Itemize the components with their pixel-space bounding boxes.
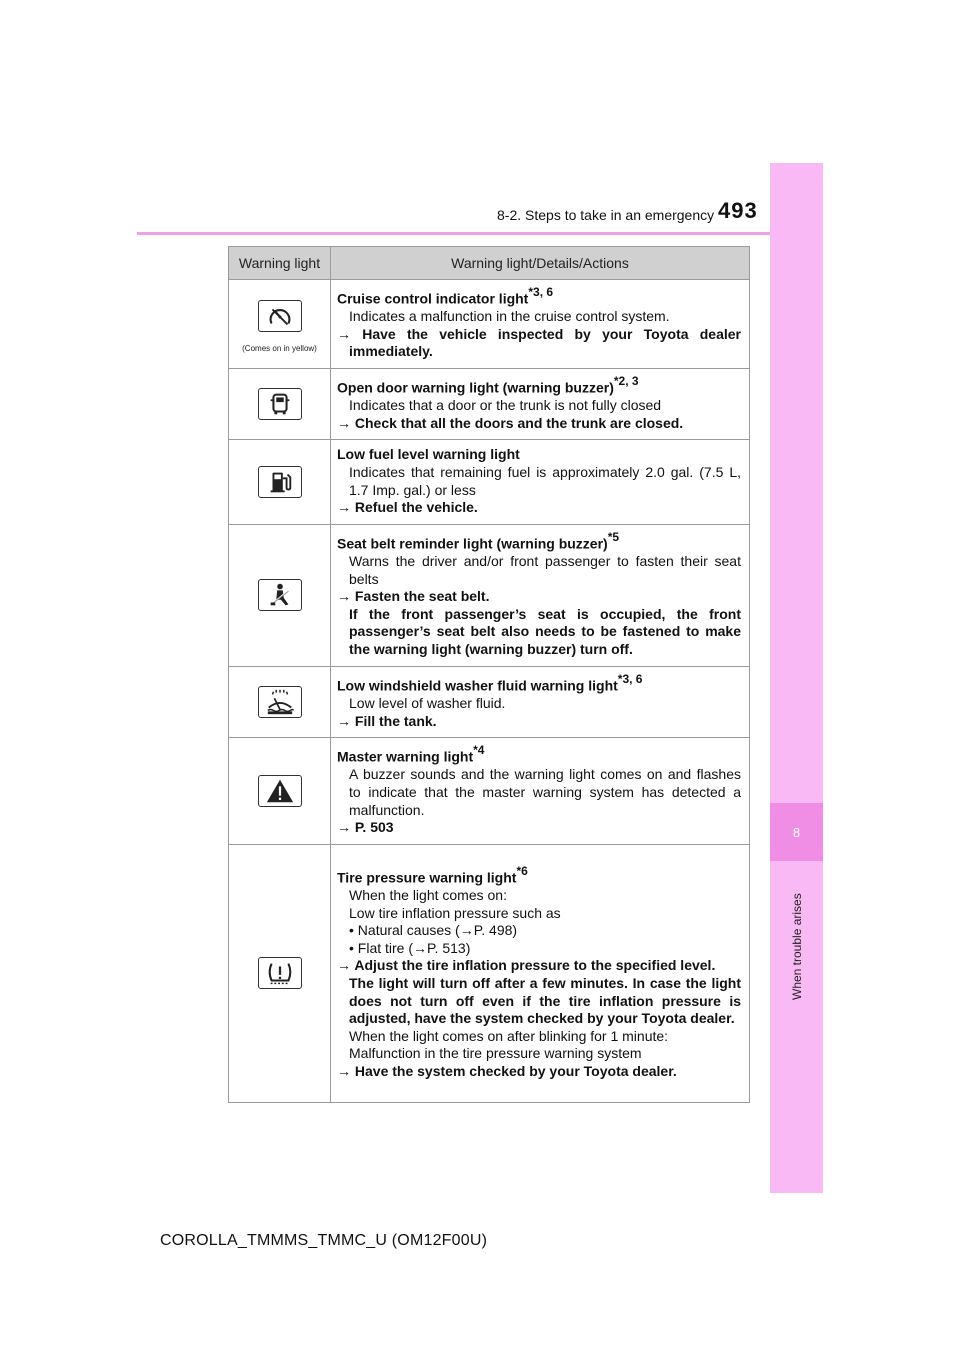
icon-cell <box>229 738 331 845</box>
warning-title <box>337 375 741 397</box>
table-row <box>229 738 750 845</box>
warning-detail: Indicates a malfunction in the cruise control system. <box>349 308 670 325</box>
details-cell <box>331 844 750 1102</box>
title-text: Cruise control indicator light <box>337 290 529 307</box>
table-row <box>229 369 750 440</box>
cruise-control-icon <box>258 300 302 332</box>
warning-detail: Low level of washer fluid. <box>349 694 506 711</box>
warning-action: → Refuel the vehicle. <box>337 499 478 516</box>
warning-action-detail: The light will turn off after a few minutes. In case the light does not turn off even if the tire inflation pressure is adjusted, have the system checked by your Toyota dealer. <box>349 975 741 1027</box>
warning-detail: When the light comes on after blinking for 1 minute: <box>349 1027 669 1044</box>
details-cell <box>331 738 750 845</box>
warning-action: → Adjust the tire inflation pressure to the specified level. <box>337 957 716 974</box>
table-row <box>229 440 750 524</box>
icon-cell <box>229 369 331 440</box>
chapter-number: 8 <box>770 803 823 861</box>
icon-cell <box>229 844 331 1102</box>
warning-detail: A buzzer sounds and the warning light comes on and flashes to indicate that the master warning system has detected a malfunction. <box>349 766 741 818</box>
footnote-marker: *3, 6 <box>528 285 554 299</box>
open-door-icon <box>258 388 302 420</box>
seat-belt-icon <box>258 579 302 611</box>
footnote-marker: *5 <box>607 529 620 544</box>
washer-fluid-icon <box>258 686 302 718</box>
table-row <box>229 844 750 1102</box>
warning-detail: When the light comes on: <box>349 887 507 904</box>
footnote-marker: *4 <box>473 743 485 758</box>
warning-title <box>337 531 741 553</box>
title-text: Open door warning light (warning buzzer) <box>337 379 614 396</box>
header-divider <box>137 232 822 235</box>
page-reference-link[interactable]: → P. 503 <box>337 819 394 836</box>
icon-cell <box>229 524 331 666</box>
warning-action: → Have the vehicle inspected by your Toyota dealer immediately. <box>337 325 741 360</box>
warning-title <box>337 673 741 695</box>
table-row <box>229 280 750 369</box>
title-text: Master warning light <box>337 748 474 765</box>
page-reference-link[interactable]: • Flat tire (→P. 513) <box>349 939 471 956</box>
warning-detail: Warns the driver and/or front passenger to fasten their seat belts <box>349 553 741 587</box>
warning-detail: Indicates that remaining fuel is approximately 2.0 gal. (7.5 L, 1.7 Imp. gal.) or less <box>349 464 741 498</box>
details-cell <box>331 666 750 737</box>
icon-color-note: (Comes on in yellow) <box>242 344 317 354</box>
icon-cell <box>229 440 331 524</box>
column-header-warning-light: Warning light <box>229 247 331 280</box>
warning-action: → Fill the tank. <box>337 712 437 729</box>
column-header-details: Warning light/Details/Actions <box>331 247 750 280</box>
table-row <box>229 666 750 737</box>
master-warning-icon <box>258 775 302 807</box>
table-row <box>229 524 750 666</box>
footnote-marker: *6 <box>516 863 528 878</box>
chapter-side-tab <box>770 163 823 1193</box>
tire-pressure-icon <box>258 957 302 989</box>
warning-action: → Fasten the seat belt. <box>337 588 490 605</box>
details-cell <box>331 524 750 666</box>
details-cell <box>331 440 750 524</box>
warning-detail: Low tire inflation pressure such as <box>349 904 561 921</box>
warning-action: → Check that all the doors and the trunk are closed. <box>337 414 684 431</box>
footnote-marker: *3, 6 <box>617 671 643 686</box>
fuel-pump-icon <box>258 466 302 498</box>
warning-title: Low fuel level warning light <box>337 446 520 463</box>
details-cell <box>331 369 750 440</box>
icon-cell <box>229 666 331 737</box>
warning-action: → Have the system checked by your Toyota dealer. <box>337 1063 677 1080</box>
title-text: Seat belt reminder light (warning buzzer) <box>337 535 608 552</box>
page-number: 493 <box>718 198 758 223</box>
section-title: 8-2. Steps to take in an emergency <box>497 207 715 223</box>
icon-cell <box>229 280 331 369</box>
warning-action-detail: If the front passenger’s seat is occupied, the front passenger’s seat belt also needs to be fastened to make the warning light (warning buzzer) turn off. <box>349 605 741 658</box>
warning-detail: Malfunction in the tire pressure warning system <box>349 1045 642 1062</box>
warning-title <box>337 286 741 308</box>
warning-detail: Indicates that a door or the trunk is not fully closed <box>349 397 662 414</box>
table-header-row <box>229 247 750 280</box>
details-cell <box>331 280 750 369</box>
warning-title <box>337 744 741 766</box>
warning-light-table <box>228 246 750 1103</box>
chapter-label: When trouble arises <box>790 893 804 1000</box>
title-text: Low windshield washer fluid warning light <box>337 677 618 694</box>
page-reference-link[interactable]: • Natural causes (→P. 498) <box>349 922 518 939</box>
title-text: Tire pressure warning light <box>337 869 517 886</box>
warning-title <box>337 865 741 887</box>
document-code: COROLLA_TMMMS_TMMC_U (OM12F00U) <box>160 1232 488 1249</box>
footnote-marker: *2, 3 <box>613 374 639 389</box>
